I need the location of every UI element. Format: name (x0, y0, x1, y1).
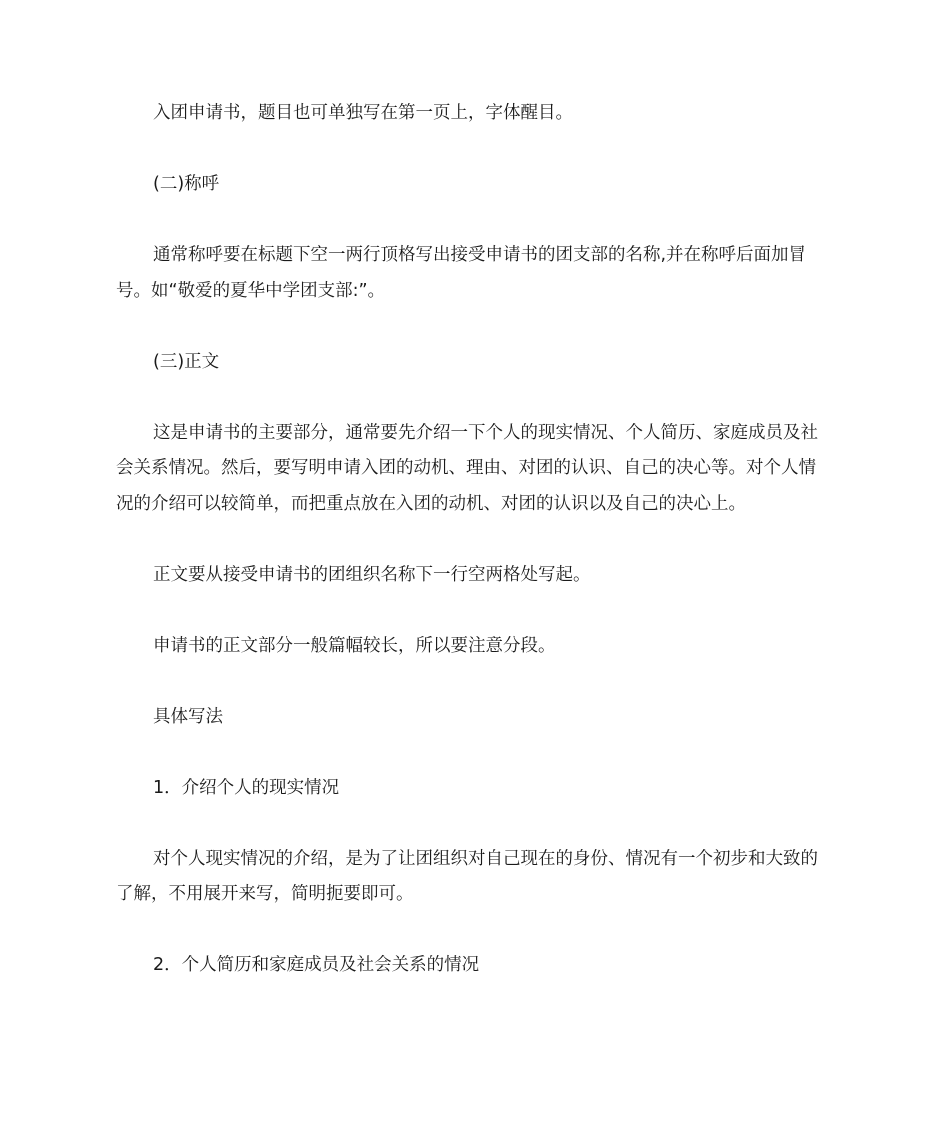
paragraph-salutation: 通常称呼要在标题下空一两行顶格写出接受申请书的团支部的名称,并在称呼后面加冒号。如“敬爱的夏华中学团支部:”。 (116, 245, 807, 301)
list-item-1-heading: 1．介绍个人的现实情况 (153, 777, 340, 798)
heading-main-text: (三)正文 (153, 351, 220, 372)
paragraph-main-text: 这是申请书的主要部分，通常要先介绍一下个人的现实情况、个人简历、家庭成员及社会关系情况。然后，要写明申请入团的动机、理由、对团的认识、自己的决心等。对个人情况的介绍可以较简单，而把重点放在入团的动机、对团的认识以及自己的决心上。 (116, 422, 818, 514)
paragraph-title-note: 入团申请书，题目也可单独写在第一页上，字体醒目。 (153, 103, 573, 123)
document-body (116, 96, 831, 984)
heading-writing-method: 具体写法 (153, 706, 223, 727)
list-item-1-body: 对个人现实情况的介绍，是为了让团组织对自己现在的身份、情况有一个初步和大致的了解，不用展开来写，简明扼要即可。 (116, 848, 818, 904)
heading-salutation: (二)称呼 (153, 174, 220, 194)
paragraph-start-position: 正文要从接受申请书的团组织名称下一行空两格处写起。 (153, 564, 591, 585)
paragraph-sectioning: 申请书的正文部分一般篇幅较长，所以要注意分段。 (153, 635, 556, 656)
list-item-2-heading: 2．个人简历和家庭成员及社会关系的情况 (153, 955, 480, 975)
